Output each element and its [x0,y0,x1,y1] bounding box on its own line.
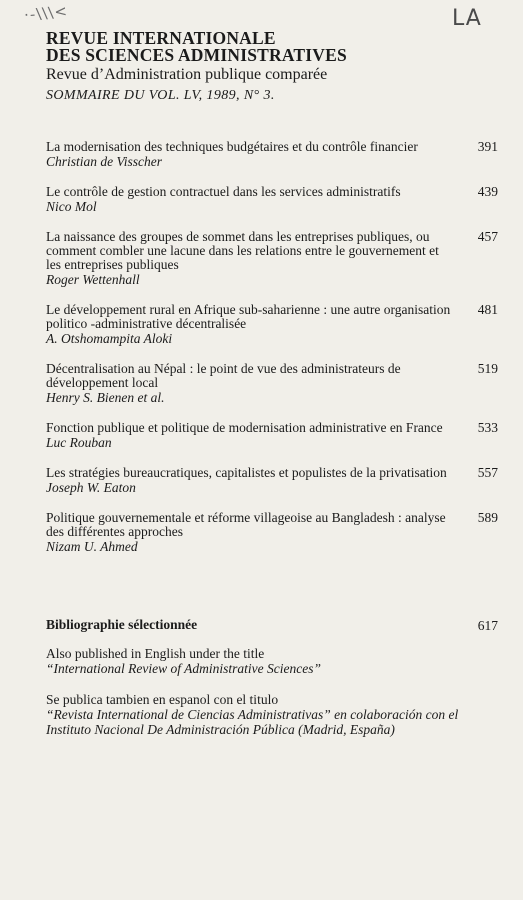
article-page-number: 439 [477,184,498,199]
toc-entry [46,230,498,287]
journal-title-line-2: DES SCIENCES ADMINISTRATIVES [46,45,347,65]
bibliography-entry [46,618,498,632]
article-title: Le développement rural en Afrique sub-saharienne : une autre organisation politico -administrative décentralisée [46,302,451,331]
article-page-number: 557 [477,465,498,480]
bibliography-page-number: 617 [477,618,498,633]
article-title: Le contrôle de gestion contractuel dans les services administratifs [46,184,401,199]
journal-header [46,30,486,105]
article-author: A. Otshomampita Aloki [46,331,173,346]
toc-entry [46,140,498,169]
article-author: Roger Wettenhall [46,272,140,287]
toc-entry [46,466,498,495]
article-author: Nico Mol [46,199,97,214]
toc-entry [46,185,498,214]
table-of-contents [46,140,498,570]
toc-entry [46,421,498,450]
handwritten-note-right: LA [452,6,482,31]
article-author: Henry S. Bienen et al. [46,390,165,405]
article-page-number: 457 [477,229,498,244]
issue-summary-heading: SOMMAIRE DU VOL. LV, 1989, N° 3. [46,88,275,103]
bibliography-label: Bibliographie sélectionnée [46,617,198,632]
article-title: Politique gouvernementale et réforme villageoise au Bangladesh : analyse des différentes approches [46,510,446,539]
article-page-number: 533 [477,420,498,435]
toc-entry [46,362,498,405]
article-page-number: 519 [477,361,498,376]
article-author: Christian de Visscher [46,154,162,169]
article-title: Décentralisation au Népal : le point de vue des administrateurs de développement local [46,361,401,390]
article-page-number: 391 [477,139,498,154]
english-edition-notice [46,646,466,676]
journal-subtitle: Revue d’Administration publique comparée [46,66,328,83]
article-page-number: 481 [477,302,498,317]
journal-title-line-1: REVUE INTERNATIONALE [46,28,276,48]
article-title: Les stratégies bureaucratiques, capitalistes et populistes de la privatisation [46,465,447,480]
spanish-edition-notice [46,692,466,737]
article-page-number: 589 [477,510,498,525]
article-author: Nizam U. Ahmed [46,539,138,554]
toc-entry [46,303,498,346]
article-title: La naissance des groupes de sommet dans les entreprises publiques, ou comment combler une lacune dans les relations entre le gouvernement et les entreprises publiques [46,229,439,272]
spanish-edition-title: “Revista International de Ciencias Administrativas” en colaboración con el Instituto Nacional De Administración Pública (Madrid, España) [46,707,459,737]
spanish-notice-text: Se publica tambien en espanol con el titulo [46,692,279,707]
article-title: La modernisation des techniques budgétaires et du contrôle financier [46,139,418,154]
article-author: Joseph W. Eaton [46,480,136,495]
toc-entry [46,511,498,554]
article-title: Fonction publique et politique de modernisation administrative en France [46,420,443,435]
english-edition-title: “International Review of Administrative Sciences” [46,661,321,676]
article-author: Luc Rouban [46,435,112,450]
english-notice-text: Also published in English under the title [46,646,265,661]
handwritten-note-left: ·-\\\< [23,1,69,25]
